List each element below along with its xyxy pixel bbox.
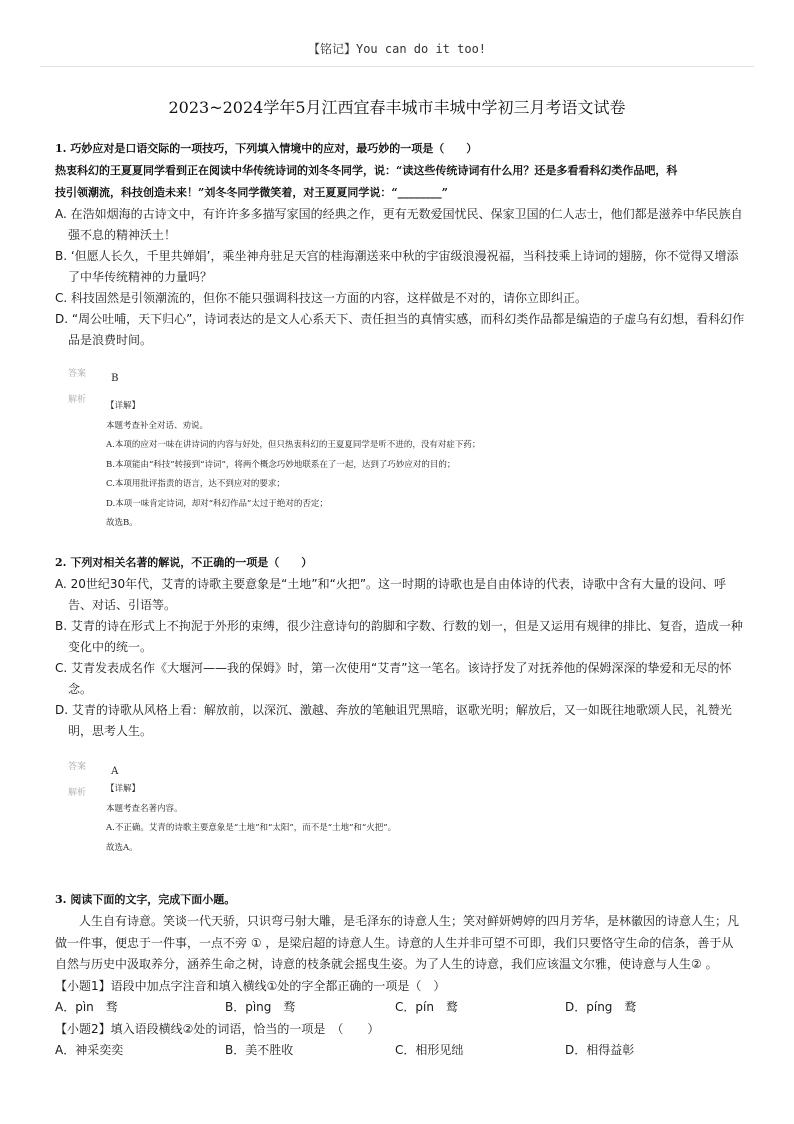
- question-3-reading-text: 人生自有诗意。笑谈一代天骄，只识弯弓射大雕，是毛泽东的诗意人生；笑对鲜妍娉婷的四月芳华，是林徽因的诗意人生；凡做一件事，便忠于一件事，一点不旁 ① ，是梁启超的诗意人生。诗意的人生并非可望不可即，我们只要恪守生命的信条，善于从自然与历史中汲取养分，涵养生命之树，诗意的枝条就会摇曳生姿。为了人生的诗意，我们应该温文尔雅，使诗意与人生② 。: [55, 914, 740, 971]
- page-title: 2023~2024学年5月江西宜春丰城市丰城中学初三月考语文试卷: [168, 98, 626, 117]
- choice: B．美不胜收: [225, 1043, 294, 1057]
- question-1: [55, 138, 745, 351]
- question-2-option-d: D. 艾青的诗歌从风格上看：解放前，以深沉、激越、奔放的笔触诅咒黑暗，讴歌光明；解放后，又一如既往地歌颂人民，礼赞光明，思考人生。: [55, 703, 732, 738]
- explanation-line: A.不正确。艾青的诗歌主要意象是“土地”和“太阳”，而不是“土地”和“火把”。: [106, 823, 397, 833]
- question-2-explanation: [106, 780, 726, 858]
- explanation-line: B.本项能由“科技”转接到“诗词”，将两个概念巧妙地联系在了一起，达到了巧妙应对的目的；: [106, 459, 456, 470]
- question-1-option-b: B. ‘但愿人长久，千里共婵娟’，乘坐神舟驻足天宫的桂海潮送来中秋的宇宙级浪漫祝福，当科技乘上诗词的翅膀，你不觉得又增添了中华传统精神的力量吗？: [55, 249, 739, 284]
- explanation-line: D.本项一味肯定诗词，却对“科幻作品”太过于绝对的否定；: [106, 498, 328, 509]
- answer-value: B: [111, 373, 119, 384]
- question-2-option-c: C. 艾青发表成名作《大堰河——我的保姆》时，第一次使用“艾青”这一笔名。该诗抒发了对抚养他的保姆深深的挚爱和无尽的怀念。: [55, 661, 732, 696]
- explanation-line: 本题考查名著内容。: [106, 803, 183, 814]
- explanation-line: C.本项用批评指责的语言，达不到应对的要求；: [106, 479, 285, 489]
- question-3-stem: 3. 阅读下面的文字，完成下面小题。: [55, 893, 236, 906]
- explanation-line: 【详解】: [106, 401, 141, 411]
- header-motto: 【铭记】You can do it too!: [307, 42, 487, 56]
- question-2: [55, 552, 745, 742]
- answer-value: A: [111, 766, 119, 777]
- question-1-option-d: D. “周公吐哺，天下归心”，诗词表达的是文人心系天下、责任担当的真情实感，而科幻类作品都是编造的子虚乌有幻想，看科幻作品是浪费时间。: [55, 312, 745, 347]
- question-2-stem: 2. 下列对相关名著的解说，不正确的一项是（ ）: [55, 556, 313, 569]
- question-2-option-a: A. 20世纪30年代，艾青的诗歌主要意象是“土地”和“火把”。这一时期的诗歌也是自由体诗的代表，诗歌中含有大量的设问、呼告、对话、引语等。: [55, 577, 727, 612]
- choice: C．相形见绌: [395, 1043, 464, 1057]
- answer-label: 答案: [68, 762, 87, 772]
- choice: A．神采奕奕: [55, 1043, 124, 1057]
- sub-question-1-choices: [55, 997, 745, 1019]
- question-1-answer: [68, 366, 728, 385]
- explanation-line: 本题考查补全对话、劝说。: [106, 420, 209, 431]
- explanation-line: 故选B。: [106, 518, 138, 528]
- question-3-passage: [55, 911, 745, 1062]
- choice: B．pìng 骛: [225, 1000, 296, 1014]
- question-1-option-c: C. 科技固然是引领潮流的，但你不能只强调科技这一方面的内容，这样做是不对的，请你立即纠正。: [55, 291, 588, 305]
- question-3: [55, 889, 745, 911]
- explanation-line: A.本项的应对一味在讲诗词的内容与好处，但只热衷科幻的王夏夏同学是听不进的，没有对症下药；: [106, 440, 481, 450]
- explain-label: 解析: [68, 395, 87, 405]
- sub-question-1: 【小题1】语段中加点字注音和填入横线①处的字全都正确的一项是（ ）: [55, 978, 446, 993]
- choice: D．píng 鹜: [565, 1000, 637, 1014]
- header-divider: [40, 66, 754, 67]
- question-2-answer: [68, 759, 728, 778]
- question-2-option-b: B. 艾青的诗在形式上不拘泥于外形的束缚，很少注意诗句的韵脚和字数、行数的划一，但是又运用有规律的排比、复沓，造成一种变化中的统一。: [55, 619, 743, 654]
- question-1-stem: 1. 巧妙应对是口语交际的一项技巧，下列填入情境中的应对，最巧妙的一项是（ ）: [55, 142, 478, 155]
- explanation-line: 故选A。: [106, 842, 138, 853]
- explanation-line: 【详解】: [106, 784, 141, 794]
- explain-label: 解析: [68, 788, 87, 798]
- question-1-explanation: [106, 397, 726, 534]
- choice: A．pìn 骛: [55, 1000, 118, 1014]
- choice: C．pín 鹜: [395, 1000, 458, 1014]
- question-1-passage-line-1: 热衷科幻的王夏夏同学看到正在阅读中华传统诗词的刘冬冬同学，说：“读这些传统诗词有什么用？还是多看看科幻类作品吧，科: [55, 164, 678, 177]
- question-1-option-a: A. 在浩如烟海的古诗文中，有许许多多描写家国的经典之作，更有无数爱国忧民、保家卫国的仁人志士，他们都是滋养中华民族自强不息的精神沃土！: [55, 207, 743, 242]
- choice: D．相得益彰: [565, 1043, 635, 1057]
- answer-label: 答案: [68, 369, 87, 379]
- sub-question-2: 【小题2】填入语段横线②处的词语，恰当的一项是 （ ）: [55, 1021, 380, 1036]
- question-1-passage-line-2: 技引领潮流，科技创造未来！”刘冬冬同学微笑着，对王夏夏同学说：“________”: [55, 186, 448, 199]
- sub-question-2-choices: [55, 1040, 745, 1062]
